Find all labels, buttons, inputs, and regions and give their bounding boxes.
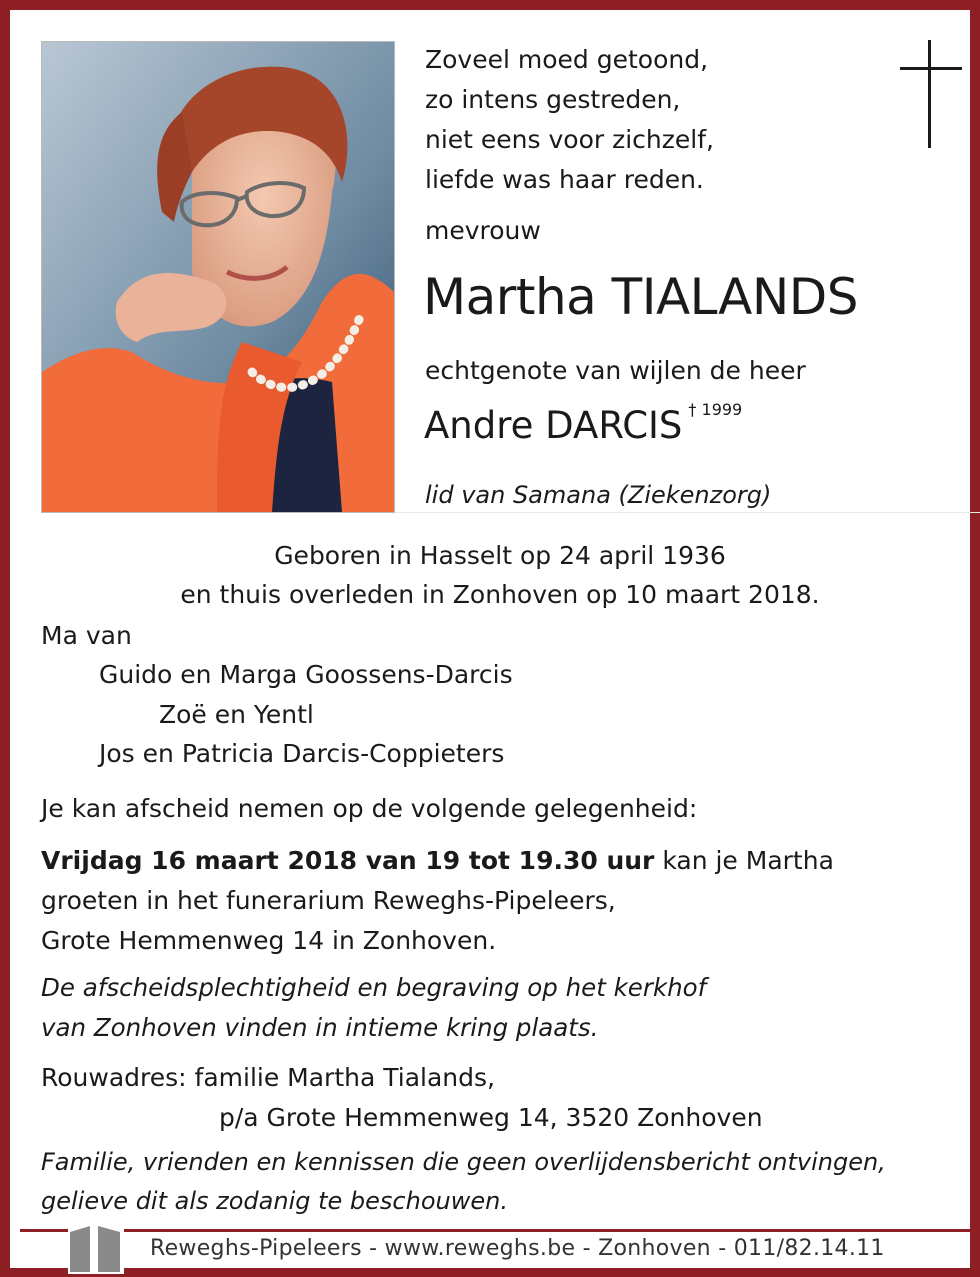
notice-line: Familie, vrienden en kennissen die geen overlijdensbericht ontvingen,	[41, 1148, 886, 1176]
portrait-illustration	[42, 42, 394, 512]
deceased-name: Martha TIALANDS	[423, 268, 859, 326]
notice	[41, 1143, 886, 1221]
divider	[395, 512, 980, 513]
funeral-home-logo-icon	[68, 1222, 124, 1274]
ceremony-line: van Zonhoven vinden in intieme kring plaats.	[41, 1013, 599, 1042]
spouse-intro: echtgenote van wijlen de heer	[425, 356, 806, 385]
latin-cross-icon	[900, 40, 962, 150]
poem	[425, 40, 714, 200]
footer-contact: Reweghs-Pipeleers - www.reweghs.be - Zonhoven - 011/82.14.11	[150, 1236, 885, 1261]
spouse-name: Andre DARCIS	[424, 404, 683, 447]
visitation-date: Vrijdag 16 maart 2018 van 19 tot 19.30 uur	[41, 846, 655, 875]
mourning-address	[41, 1058, 763, 1138]
visitation-line: Grote Hemmenweg 14 in Zonhoven.	[41, 926, 497, 955]
poem-line: zo intens gestreden,	[425, 85, 681, 114]
visitation-text: kan je Martha	[654, 846, 834, 875]
footer-divider	[20, 1229, 980, 1232]
title-prefix: mevrouw	[425, 216, 541, 245]
poem-line: Zoveel moed getoond,	[425, 45, 709, 74]
ceremony-line: De afscheidsplechtigheid en begraving op het kerkhof	[41, 973, 707, 1002]
child-family-1: Guido en Marga Goossens-Darcis	[99, 660, 513, 689]
poem-line: liefde was haar reden.	[425, 165, 704, 194]
address-line: p/a Grote Hemmenweg 14, 3520 Zonhoven	[219, 1103, 763, 1132]
address-line: Rouwadres: familie Martha Tialands,	[41, 1063, 495, 1092]
ceremony-info	[41, 968, 706, 1048]
spouse-death-year: † 1999	[688, 400, 743, 419]
farewell-intro: Je kan afscheid nemen op de volgende gelegenheid:	[41, 794, 698, 823]
notice-line: gelieve dit als zodanig te beschouwen.	[41, 1187, 508, 1215]
membership: lid van Samana (Ziekenzorg)	[425, 481, 772, 509]
spouse-line	[424, 400, 743, 447]
portrait-photo	[41, 41, 395, 513]
poem-line: niet eens voor zichzelf,	[425, 125, 714, 154]
visitation-line: groeten in het funerarium Reweghs-Pipeleers,	[41, 886, 616, 915]
visitation-line	[41, 841, 834, 881]
child-family-2: Jos en Patricia Darcis-Coppieters	[99, 739, 505, 768]
grandchildren: Zoë en Yentl	[159, 700, 314, 729]
visitation-info	[41, 841, 834, 961]
born-line: Geboren in Hasselt op 24 april 1936	[274, 541, 726, 570]
died-line: en thuis overleden in Zonhoven op 10 maart 2018.	[180, 580, 820, 609]
family-intro: Ma van	[41, 621, 132, 650]
